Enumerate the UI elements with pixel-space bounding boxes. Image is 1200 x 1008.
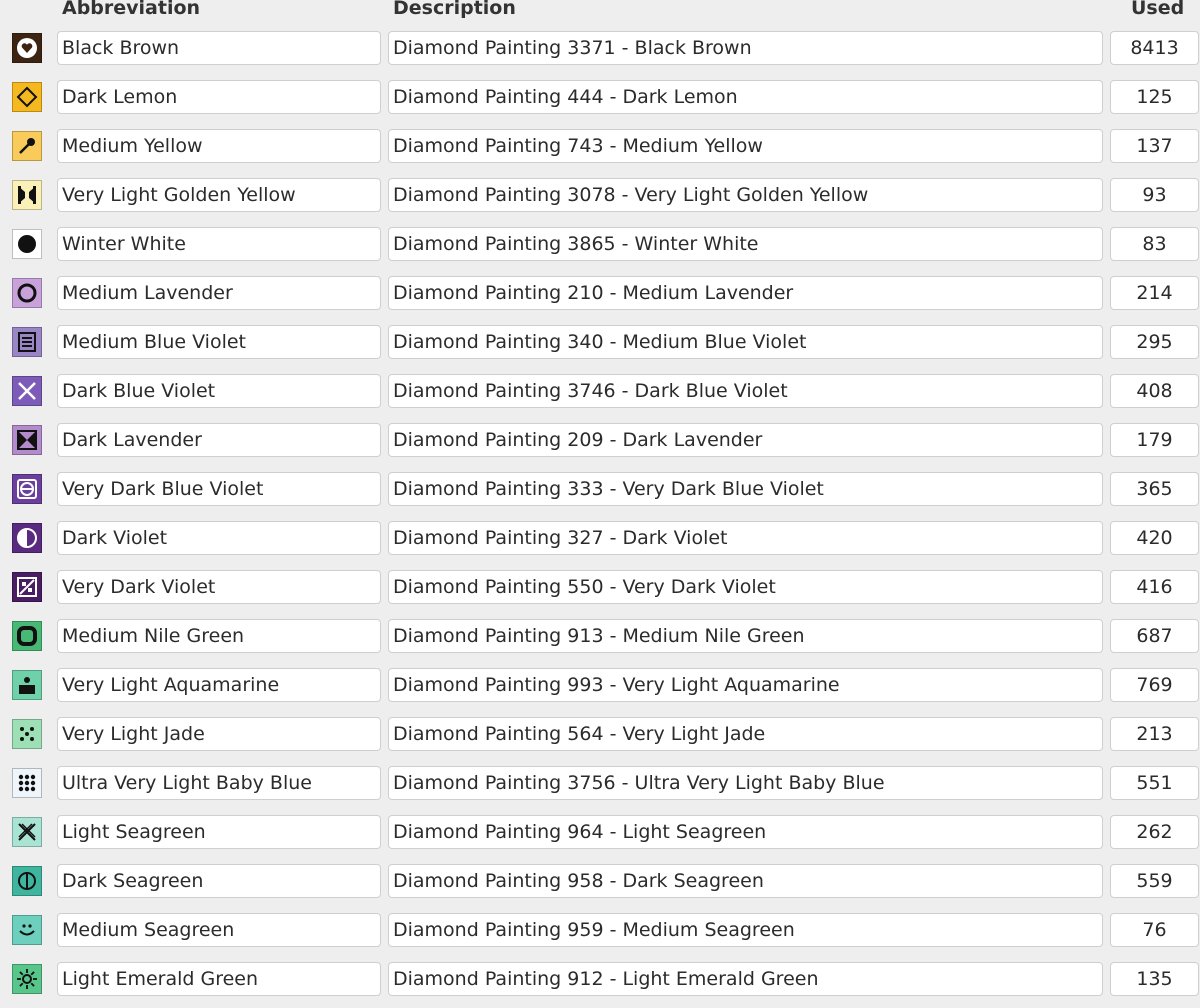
table-row [0,469,1200,518]
table-row [0,959,1200,1008]
column-header-abbreviation: Abbreviation [62,0,201,19]
used-count-field[interactable]: 408 [1110,374,1199,408]
abbreviation-field[interactable]: Winter White [57,227,381,261]
color-symbol-swatch [12,425,42,455]
table-row [0,861,1200,910]
description-field[interactable]: Diamond Painting 210 - Medium Lavender [388,276,1103,310]
table-row [0,910,1200,959]
percent-box-icon [15,575,39,599]
abbreviation-field[interactable]: Dark Seagreen [57,864,381,898]
description-field[interactable]: Diamond Painting 964 - Light Seagreen [388,815,1103,849]
description-field[interactable]: Diamond Painting 444 - Dark Lemon [388,80,1103,114]
used-count-field[interactable]: 559 [1110,864,1199,898]
smile-icon [15,918,39,942]
abbreviation-field[interactable]: Ultra Very Light Baby Blue [57,766,381,800]
abbreviation-field[interactable]: Medium Lavender [57,276,381,310]
used-count-field[interactable]: 214 [1110,276,1199,310]
rounded-square-icon [15,624,39,648]
description-field[interactable]: Diamond Painting 333 - Very Dark Blue Violet [388,472,1103,506]
abbreviation-field[interactable]: Very Light Golden Yellow [57,178,381,212]
description-field[interactable]: Diamond Painting 564 - Very Light Jade [388,717,1103,751]
double-x-icon [15,820,39,844]
used-count-field[interactable]: 295 [1110,325,1199,359]
table-row [0,224,1200,273]
abbreviation-field[interactable]: Very Light Jade [57,717,381,751]
table-row [0,812,1200,861]
used-count-field[interactable]: 262 [1110,815,1199,849]
capsule-box-icon [15,477,39,501]
dot-grid-icon [15,771,39,795]
lines-box-icon [15,330,39,354]
used-count-field[interactable]: 125 [1110,80,1199,114]
abbreviation-field[interactable]: Dark Lemon [57,80,381,114]
table-row [0,175,1200,224]
color-symbol-swatch [12,817,42,847]
color-symbol-swatch [12,523,42,553]
abbreviation-field[interactable]: Medium Yellow [57,129,381,163]
x-icon [15,379,39,403]
table-row [0,714,1200,763]
column-header-used: Used [1131,0,1185,19]
abbreviation-field[interactable]: Medium Nile Green [57,619,381,653]
used-count-field[interactable]: 551 [1110,766,1199,800]
abbreviation-field[interactable]: Dark Violet [57,521,381,555]
abbreviation-field[interactable]: Very Light Aquamarine [57,668,381,702]
table-row [0,518,1200,567]
used-count-field[interactable]: 179 [1110,423,1199,457]
color-symbol-swatch [12,180,42,210]
table-row [0,420,1200,469]
table-row [0,567,1200,616]
table-header [0,0,1200,22]
table-row [0,665,1200,714]
color-symbol-swatch [12,278,42,308]
abbreviation-field[interactable]: Dark Blue Violet [57,374,381,408]
table-row [0,763,1200,812]
used-count-field[interactable]: 137 [1110,129,1199,163]
color-symbol-swatch [12,670,42,700]
table-row [0,126,1200,175]
description-field[interactable]: Diamond Painting 3371 - Black Brown [388,31,1103,65]
description-field[interactable]: Diamond Painting 340 - Medium Blue Violet [388,325,1103,359]
color-symbol-swatch [12,768,42,798]
abbreviation-field[interactable]: Very Dark Blue Violet [57,472,381,506]
description-field[interactable]: Diamond Painting 912 - Light Emerald Green [388,962,1103,996]
used-count-field[interactable]: 365 [1110,472,1199,506]
description-field[interactable]: Diamond Painting 3746 - Dark Blue Violet [388,374,1103,408]
description-field[interactable]: Diamond Painting 327 - Dark Violet [388,521,1103,555]
abbreviation-field[interactable]: Black Brown [57,31,381,65]
used-count-field[interactable]: 135 [1110,962,1199,996]
table-row [0,273,1200,322]
used-count-field[interactable]: 213 [1110,717,1199,751]
color-symbol-swatch [12,131,42,161]
color-symbol-swatch [12,621,42,651]
used-count-field[interactable]: 93 [1110,178,1199,212]
abbreviation-field[interactable]: Very Dark Violet [57,570,381,604]
half-circle-icon [15,526,39,550]
filled-circle-icon [15,232,39,256]
color-symbol-swatch [12,719,42,749]
table-row [0,616,1200,665]
description-field[interactable]: Diamond Painting 3865 - Winter White [388,227,1103,261]
abbreviation-field[interactable]: Medium Seagreen [57,913,381,947]
used-count-field[interactable]: 687 [1110,619,1199,653]
description-field[interactable]: Diamond Painting 913 - Medium Nile Green [388,619,1103,653]
description-field[interactable]: Diamond Painting 959 - Medium Seagreen [388,913,1103,947]
column-header-description: Description [393,0,516,19]
color-symbol-swatch [12,33,42,63]
abbreviation-field[interactable]: Dark Lavender [57,423,381,457]
description-field[interactable]: Diamond Painting 3078 - Very Light Golden Yellow [388,178,1103,212]
abbreviation-field[interactable]: Medium Blue Violet [57,325,381,359]
used-count-field[interactable]: 420 [1110,521,1199,555]
sun-icon [15,967,39,991]
color-symbol-swatch [12,327,42,357]
abbreviation-field[interactable]: Light Seagreen [57,815,381,849]
ring-icon [15,281,39,305]
used-count-field[interactable]: 8413 [1110,31,1199,65]
table-row [0,322,1200,371]
description-field[interactable]: Diamond Painting 958 - Dark Seagreen [388,864,1103,898]
pin-icon [15,134,39,158]
circle-line-icon [15,869,39,893]
table-row [0,371,1200,420]
description-field[interactable]: Diamond Painting 743 - Medium Yellow [388,129,1103,163]
description-field[interactable]: Diamond Painting 993 - Very Light Aquamarine [388,668,1103,702]
color-symbol-swatch [12,229,42,259]
color-symbol-swatch [12,474,42,504]
color-symbol-swatch [12,82,42,112]
used-count-field[interactable]: 83 [1110,227,1199,261]
description-field[interactable]: Diamond Painting 209 - Dark Lavender [388,423,1103,457]
abbreviation-field[interactable]: Light Emerald Green [57,962,381,996]
used-count-field[interactable]: 769 [1110,668,1199,702]
color-symbol-swatch [12,915,42,945]
heart-in-circle-icon [15,36,39,60]
color-symbol-swatch [12,376,42,406]
table-row [0,28,1200,77]
bowtie-icon [15,183,39,207]
color-symbol-swatch [12,866,42,896]
person-desk-icon [15,673,39,697]
hourglass-box-icon [15,428,39,452]
color-symbol-swatch [12,572,42,602]
used-count-field[interactable]: 76 [1110,913,1199,947]
dots-icon [15,722,39,746]
color-symbol-swatch [12,964,42,994]
used-count-field[interactable]: 416 [1110,570,1199,604]
description-field[interactable]: Diamond Painting 550 - Very Dark Violet [388,570,1103,604]
description-field[interactable]: Diamond Painting 3756 - Ultra Very Light Baby Blue [388,766,1103,800]
table-row [0,77,1200,126]
diamond-outline-icon [15,85,39,109]
